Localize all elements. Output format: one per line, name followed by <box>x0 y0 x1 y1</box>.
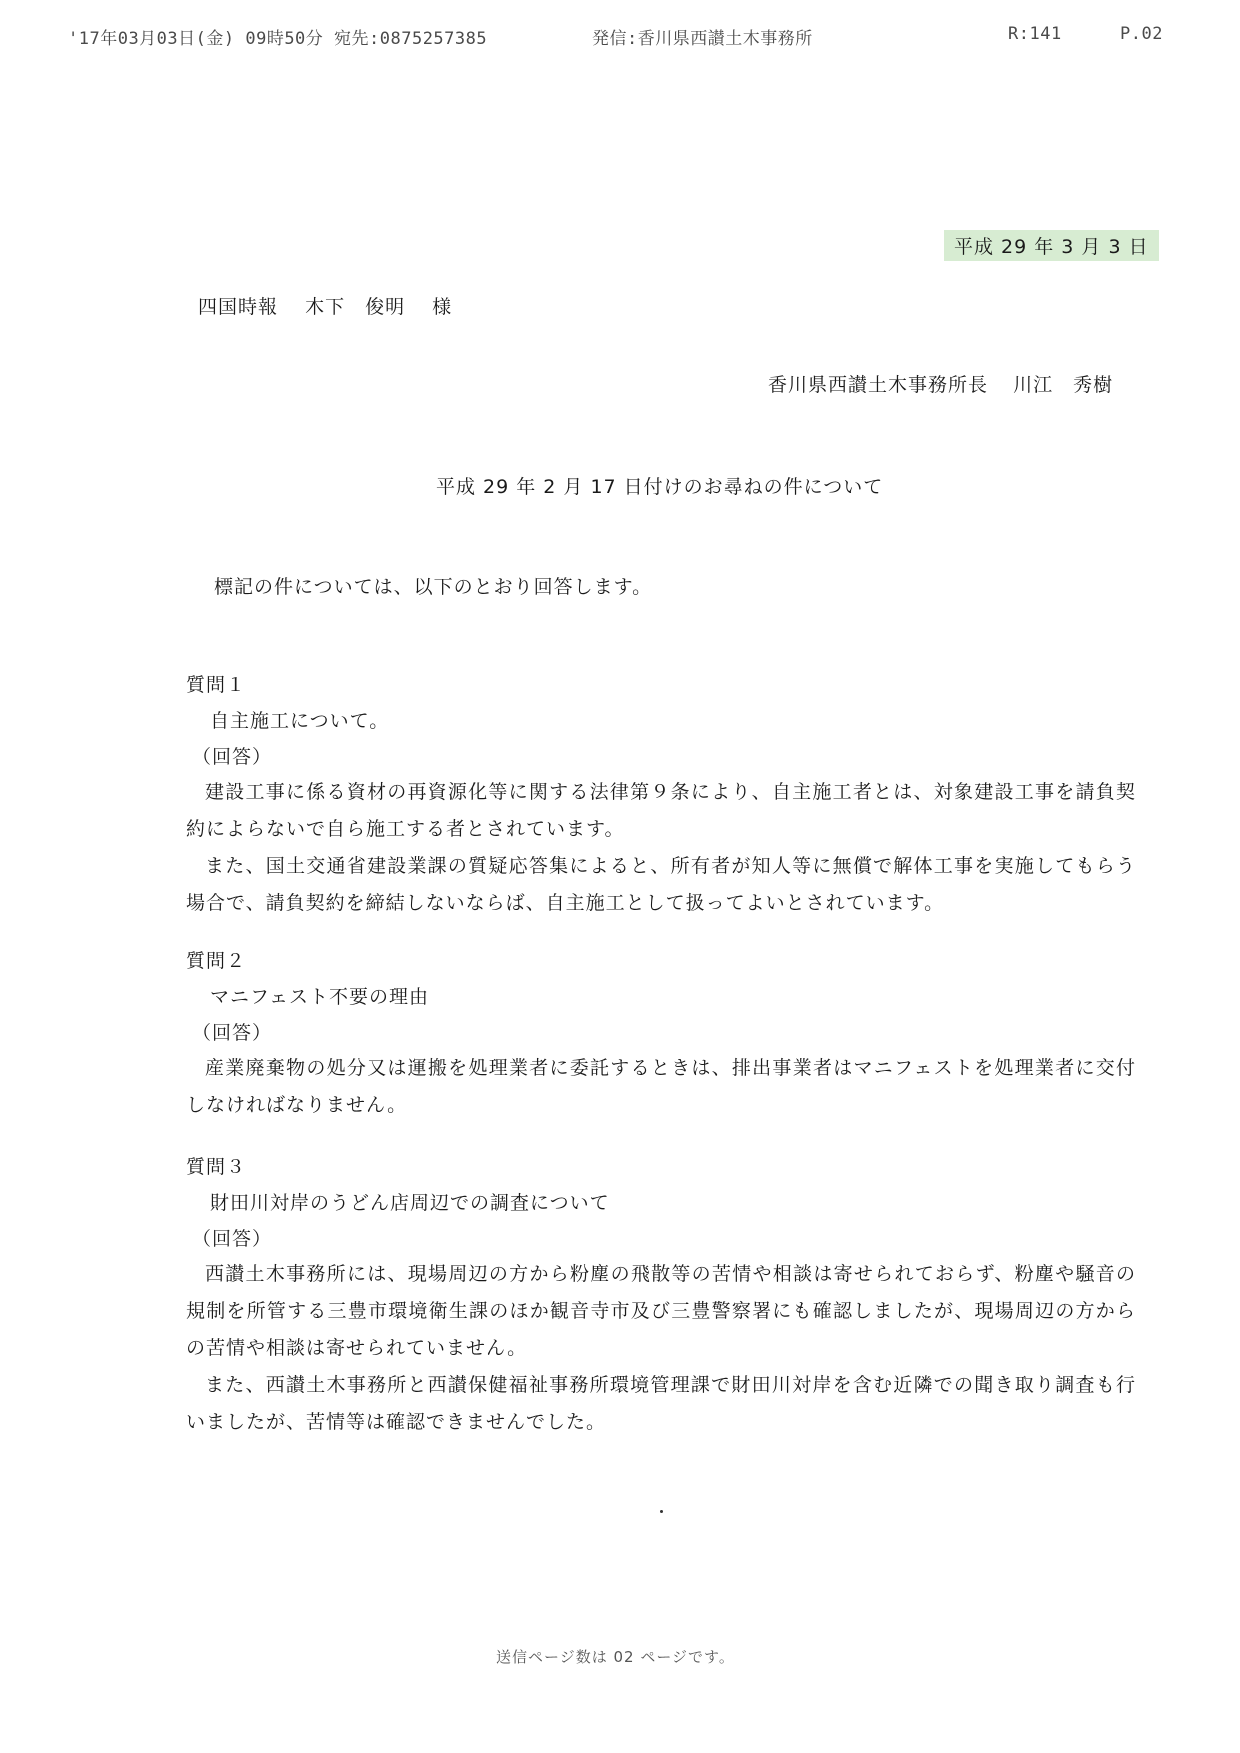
fax-footer: 送信ページ数は 02 ページです。 <box>496 1648 735 1666</box>
answer-paragraph: 産業廃棄物の処分又は運搬を処理業者に委託するときは、排出事業者はマニフェストを処理業者に交付しなければなりません。 <box>186 1057 1136 1116</box>
question-text: 財田川対岸のうどん店周辺での調査について <box>210 1192 610 1214</box>
question-label: 質問２ <box>186 950 247 972</box>
recipient-org: 四国時報 <box>198 296 279 318</box>
answer-label: （回答） <box>192 746 273 768</box>
fax-page-number: P.02 <box>1120 24 1163 44</box>
fax-header <box>0 24 1240 54</box>
question-label: 質問１ <box>186 674 247 696</box>
answer-paragraph: また、国土交通省建設業課の質疑応答集によると、所有者が知人等に無償で解体工事を実施してもらう場合で、請負契約を締結しないならば、自主施工として扱ってよいとされています。 <box>186 855 1136 914</box>
answer-paragraph: また、西讃土木事務所と西讃保健福祉事務所環境管理課で財田川対岸を含む近隣での聞き取り調査も行いましたが、苦情等は確認できませんでした。 <box>186 1374 1136 1433</box>
answer-label: （回答） <box>192 1228 273 1250</box>
letter-date: 平成 29 年 3 月 3 日 <box>944 230 1159 261</box>
recipient-honorific: 様 <box>432 296 453 318</box>
qa-section-1 <box>186 668 1136 922</box>
qa-section-3 <box>186 1150 1136 1441</box>
letter-subject: 平成 29 年 2 月 17 日付けのお尋ねの件について <box>436 476 884 498</box>
recipient-line <box>198 292 472 319</box>
answer-label: （回答） <box>192 1022 273 1044</box>
sender-line <box>768 370 1131 397</box>
question-label: 質問３ <box>186 1156 247 1178</box>
answer-paragraph: 建設工事に係る資材の再資源化等に関する法律第９条により、自主施工者とは、対象建設工事を請負契約によらないで自ら施工する者とされています。 <box>186 781 1136 840</box>
qa-section-2 <box>186 944 1136 1124</box>
letter-intro: 標記の件については、以下のとおり回答します。 <box>214 576 653 598</box>
fax-reception-number: R:141 <box>1008 24 1062 44</box>
recipient-name: 木下 俊明 <box>305 296 406 318</box>
question-text: マニフェスト不要の理由 <box>210 986 430 1008</box>
scan-dot-mark <box>660 1510 663 1513</box>
fax-sent-info: '17年03月03日(金) 09時50分 宛先:0875257385 <box>68 29 488 49</box>
sender-title: 香川県西讃土木事務所長 <box>768 374 989 396</box>
question-text: 自主施工について。 <box>210 710 390 732</box>
sender-name: 川江 秀樹 <box>1013 374 1114 396</box>
fax-sender-info: 発信:香川県西讃土木事務所 <box>592 29 813 49</box>
answer-paragraph: 西讃土木事務所には、現場周辺の方から粉塵の飛散等の苦情や相談は寄せられておらず、粉塵や騒音の規制を所管する三豊市環境衛生課のほか観音寺市及び三豊警察署にも確認しましたが、現場周辺の方からの苦情や相談は寄せられていません。 <box>186 1263 1136 1359</box>
